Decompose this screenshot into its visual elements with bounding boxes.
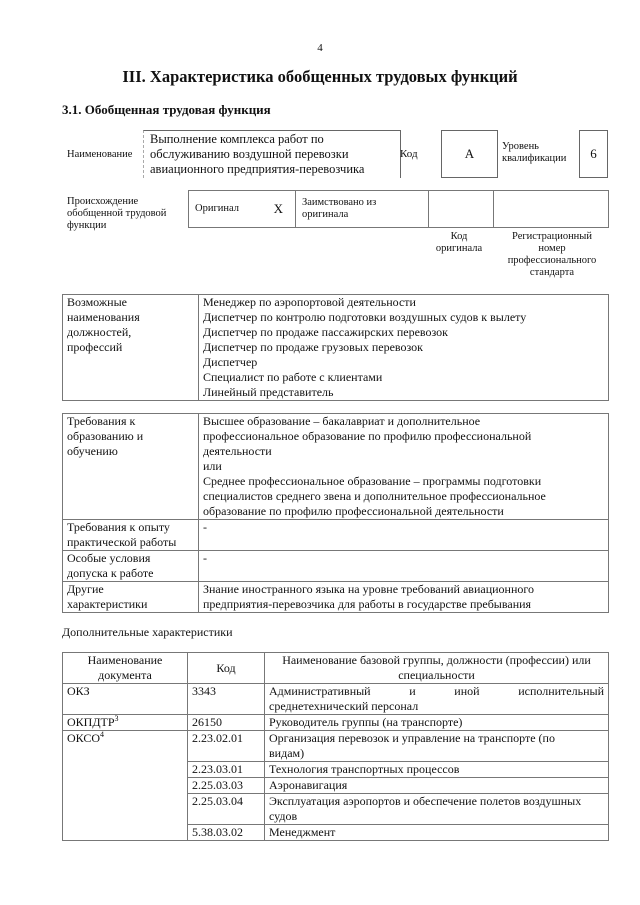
requirement-value	[199, 551, 609, 582]
name-cell	[265, 715, 609, 731]
footnote-ref: 4	[100, 730, 105, 739]
page-number: 4	[317, 42, 323, 54]
name-line: Организация перевозок и управление на транспорте (по	[269, 731, 555, 745]
name-line: видам)	[269, 746, 305, 760]
qualification-level-value: 6	[579, 130, 608, 178]
function-name-line: Выполнение комплекса работ по	[150, 132, 324, 146]
function-name-line: обслуживанию воздушной перевозки	[150, 147, 349, 161]
label-line: образованию и	[67, 429, 144, 443]
origin-label-line: обобщенной трудовой	[67, 208, 167, 219]
name-label: Наименование	[67, 149, 133, 160]
position-item: Диспетчер	[203, 355, 258, 369]
value-line: Знание иностранного языка на уровне требований авиационного	[203, 582, 535, 596]
label-line: обучению	[67, 444, 118, 458]
requirement-row	[63, 551, 609, 582]
label-line: должностей,	[67, 325, 132, 339]
position-item: Менеджер по аэропортовой деятельности	[203, 295, 416, 309]
doc-name: ОКСО	[67, 731, 101, 745]
origin-label-line: Происхождение	[67, 196, 139, 207]
name-cell	[265, 684, 609, 715]
positions-table	[62, 294, 609, 401]
table-row	[63, 684, 609, 715]
doc-name: ОКПДТР	[67, 715, 115, 729]
original-cell	[189, 191, 296, 228]
label-line: Другие	[67, 582, 104, 596]
label-line: Особые условия	[67, 551, 151, 565]
requirement-label	[63, 520, 199, 551]
positions-label	[63, 295, 199, 401]
code-value: A	[441, 130, 498, 178]
requirement-row	[63, 414, 609, 520]
label-line: практической работы	[67, 535, 177, 549]
caption-line: Код	[450, 231, 468, 242]
name-line: среднетехнический персонал	[269, 699, 419, 713]
code-cell: 2.25.03.04	[188, 794, 265, 825]
footnote-ref: 3	[114, 714, 119, 723]
function-name-box	[143, 130, 401, 178]
caption-line: стандарта	[529, 267, 575, 278]
original-mark: X	[273, 201, 283, 216]
name-line: Эксплуатация аэропортов и обеспечение полетов воздушных	[269, 794, 582, 808]
original-code-cell	[429, 191, 494, 228]
value-line: профессиональное образование по профилю профессиональной	[203, 429, 532, 443]
requirement-label	[63, 551, 199, 582]
value-line: -	[203, 520, 207, 534]
name-cell	[265, 778, 609, 794]
original-label: Оригинал	[195, 203, 239, 214]
doc-name: ОКЗ	[67, 684, 90, 698]
header-code: Код	[188, 653, 265, 684]
additional-characteristics-label: Дополнительные характеристики	[62, 625, 233, 639]
caption-line: Регистрационный	[512, 231, 592, 242]
header-document	[63, 653, 188, 684]
name-line: Технология транспортных процессов	[269, 762, 460, 776]
registration-number-cell	[494, 191, 609, 228]
code-cell: 5.38.03.02	[188, 825, 265, 841]
section-title: III. Характеристика обобщенных трудовых функций	[122, 67, 518, 86]
value-line: образование по профилю профессиональной деятельности	[203, 504, 504, 518]
requirement-row	[63, 520, 609, 551]
header-name	[265, 653, 609, 684]
label-line: характеристики	[67, 597, 148, 611]
original-code-caption	[428, 231, 490, 255]
header-line: документа	[98, 668, 152, 682]
name-line: Руководитель группы (на транспорте)	[269, 715, 463, 729]
name-line: Аэронавигация	[269, 778, 348, 792]
registration-number-caption	[495, 231, 609, 279]
name-cell	[265, 762, 609, 778]
value-line: Высшее образование – бакалавриат и дополнительное	[203, 414, 481, 428]
value-line: -	[203, 551, 207, 565]
caption-line: оригинала	[435, 243, 483, 254]
positions-list	[199, 295, 609, 401]
position-item: Диспетчер по продаже пассажирских перевозок	[203, 325, 448, 339]
name-line: Менеджмент	[269, 825, 336, 839]
name-cell	[265, 731, 609, 762]
value-line: предприятия-перевозчика для работы в государстве пребывания	[203, 597, 532, 611]
code-cell: 2.23.03.01	[188, 762, 265, 778]
level-label-line: Уровень	[502, 141, 539, 152]
position-item: Линейный представитель	[203, 385, 334, 399]
doc-cell	[63, 731, 188, 841]
borrowed-cell	[296, 191, 429, 228]
additional-characteristics-table	[62, 652, 609, 841]
name-cell	[265, 825, 609, 841]
doc-cell	[63, 715, 188, 731]
borrowed-label-line: оригинала	[302, 209, 349, 220]
table-row	[63, 715, 609, 731]
name-line: Административный и иной исполнительный	[269, 684, 604, 698]
value-line: Среднее профессиональное образование – программы подготовки	[203, 474, 542, 488]
origin-label-line: функции	[67, 220, 107, 231]
name-cell	[265, 794, 609, 825]
value-line: или	[203, 459, 222, 473]
caption-line: номер	[538, 243, 566, 254]
position-item: Специалист по работе с клиентами	[203, 370, 383, 384]
table-header-row	[63, 653, 609, 684]
caption-line: профессионального	[507, 255, 597, 266]
value-line: деятельности	[203, 444, 272, 458]
code-cell: 3343	[188, 684, 265, 715]
requirement-value	[199, 414, 609, 520]
requirement-label	[63, 582, 199, 613]
table-row	[63, 731, 609, 762]
code-label: Код	[400, 148, 418, 160]
value-line: специалистов среднего звена и дополнительное профессиональное	[203, 489, 546, 503]
qualification-level-label	[502, 141, 566, 165]
code-cell: 2.23.02.01	[188, 731, 265, 762]
requirement-label	[63, 414, 199, 520]
level-label-line: квалификации	[502, 153, 567, 164]
position-item: Диспетчер по продаже грузовых перевозок	[203, 340, 423, 354]
header-line: Наименование	[87, 653, 163, 667]
requirement-value	[199, 520, 609, 551]
label-line: наименования	[67, 310, 140, 324]
origin-label	[67, 196, 187, 232]
label-line: Требования к	[67, 414, 136, 428]
requirement-value	[199, 582, 609, 613]
origin-table	[188, 190, 609, 228]
function-name-line: авиационного предприятия-перевозчика	[150, 162, 365, 176]
header-line: Наименование базовой группы, должности (профессии) или	[282, 653, 591, 667]
subsection-title: 3.1. Обобщенная трудовая функция	[62, 102, 271, 117]
name-line: судов	[269, 809, 298, 823]
code-cell: 2.25.03.03	[188, 778, 265, 794]
header-line: специальности	[398, 668, 475, 682]
label-line: профессий	[67, 340, 123, 354]
label-line: Требования к опыту	[67, 520, 170, 534]
doc-cell	[63, 684, 188, 715]
borrowed-label-line: Заимствовано из	[302, 197, 377, 208]
label-line: допуска к работе	[67, 566, 154, 580]
code-cell: 26150	[188, 715, 265, 731]
label-line: Возможные	[67, 295, 127, 309]
requirements-table	[62, 413, 609, 613]
requirement-row	[63, 582, 609, 613]
position-item: Диспетчер по контролю подготовки воздушных судов к вылету	[203, 310, 527, 324]
